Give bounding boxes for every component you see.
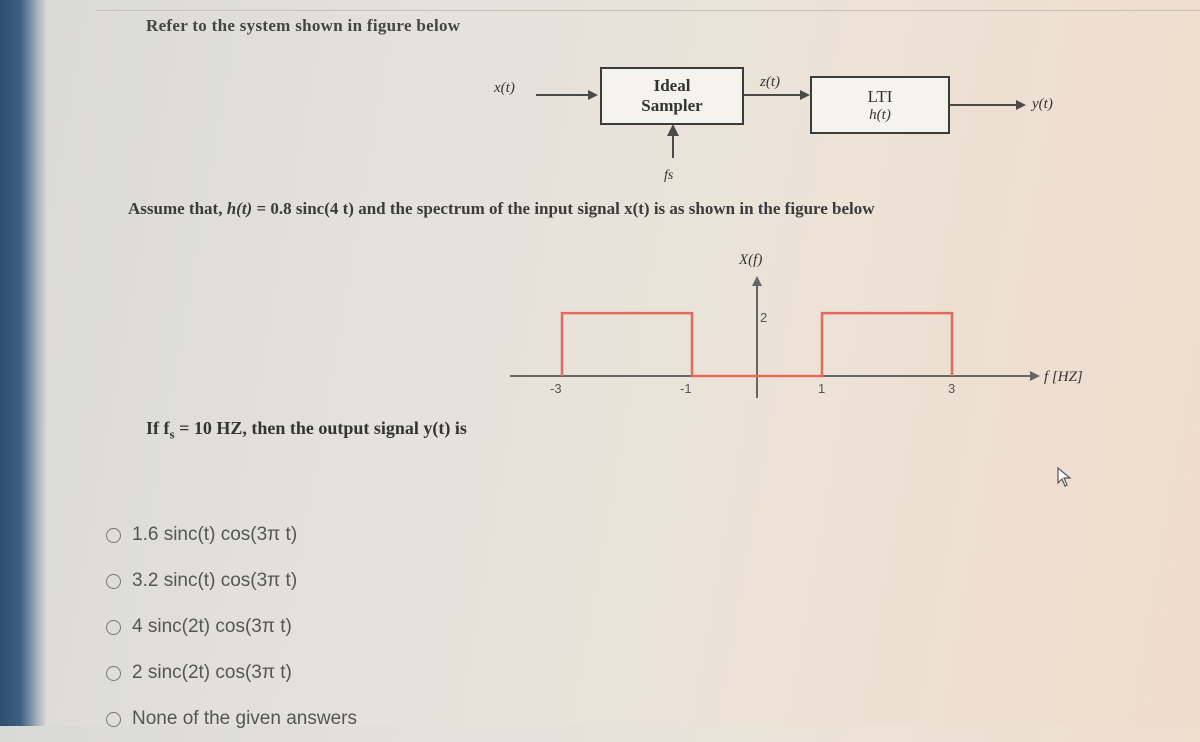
assume-h: h(t) [226,199,253,218]
answer-option-3[interactable] [106,604,357,650]
lti-label-line2: h(t) [869,106,891,123]
x-tick-label: -3 [550,381,562,396]
answer-option-label: None of the given answers [132,708,357,729]
assume-prefix: Assume that, [128,199,227,218]
x-tick-label: 3 [948,381,956,396]
answer-option-label: 2 sinc(2t) cos(3π t) [132,662,292,683]
lti-label-line1: LTI [867,86,893,106]
answer-option-4[interactable] [106,650,357,696]
radio-button[interactable] [106,528,121,543]
x-axis-arrowhead [1030,371,1040,381]
x-tick-label: -1 [680,381,692,396]
prompt-if: If f [146,418,170,438]
y-axis-arrowhead [752,276,762,286]
radio-button[interactable] [106,712,121,727]
question-prompt [146,418,467,443]
question-intro: Refer to the system shown in figure below [146,16,461,35]
answer-option-label: 1.6 sinc(t) cos(3π t) [132,524,298,545]
answer-option-label: 4 sinc(2t) cos(3π t) [132,616,292,637]
radio-button[interactable] [106,666,121,681]
answer-option-1[interactable] [106,512,357,558]
input-signal-label: x(t) [494,80,515,96]
prompt-sub: s [169,426,175,442]
mouse-cursor-icon [1056,466,1072,488]
mid-signal-label: z(t) [760,74,780,90]
sampler-label-line1: Ideal [653,76,691,95]
assume-equation: = 0.8 sinc(4 t) and the spectrum of the input signal x(t) is as shown in the figure below [252,199,875,218]
x-axis-label: f [HZ] [1044,369,1083,385]
answer-option-5[interactable] [106,696,357,742]
y-tick-label: 2 [760,310,768,326]
radio-button[interactable] [106,620,121,635]
x-tick-label: 1 [818,381,826,396]
answer-option-2[interactable] [106,558,357,604]
output-signal-label: y(t) [1032,96,1053,112]
chart-title: X(f) [739,252,763,268]
answer-options [106,512,357,742]
radio-button[interactable] [106,574,121,589]
fs-label: fs [664,168,674,183]
sampler-label-line2: Sampler [641,96,703,115]
answer-option-label: 3.2 sinc(t) cos(3π t) [132,570,298,591]
prompt-rest: = 10 HZ, then the output signal y(t) is [174,418,467,438]
